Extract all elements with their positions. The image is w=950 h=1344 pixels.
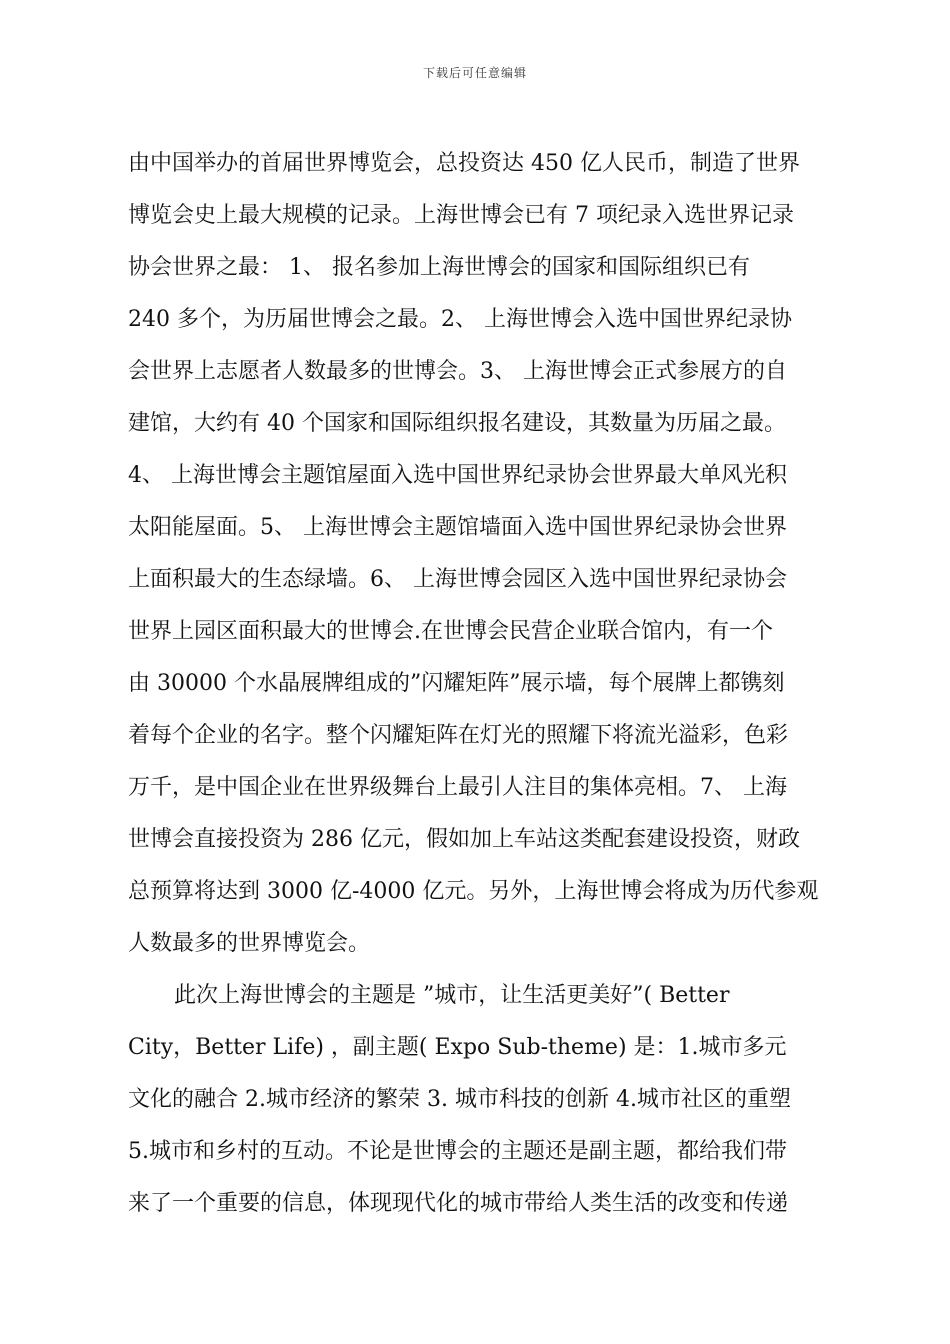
text-line: 上面积最大的生态绿墙。6、 上海世博会园区入选中国世界纪录协会 — [128, 567, 787, 592]
page-header: 下载后可任意编辑 — [422, 66, 527, 80]
text-line: 总预算将达到 3000 亿-4000 亿元。另外，上海世博会将成为历代参观 — [128, 879, 819, 904]
text-line: 着每个企业的名字。整个闪耀矩阵在灯光的照耀下将流光溢彩，色彩 — [128, 723, 789, 748]
text-line: 4、 上海世博会主题馆屋面入选中国世界纪录协会世界最大单风光积 — [128, 463, 787, 488]
text-line: 会世界上志愿者人数最多的世博会。3、 上海世博会正式参展方的自 — [128, 359, 787, 384]
text-line: 协会世界之最： 1、 报名参加上海世博会的国家和国际组织已有 — [128, 255, 750, 280]
text-line: 由 30000 个水晶展牌组成的”闪耀矩阵”展示墙，每个展牌上都镌刻 — [128, 671, 785, 696]
text-line: 5.城市和乡村的互动。不论是世博会的主题还是副主题，都给我们带 — [128, 1139, 787, 1164]
text-line: 万千，是中国企业在世界级舞台上最引人注目的集体亮相。7、 上海 — [128, 775, 787, 800]
text-line: 文化的融合 2.城市经济的繁荣 3. 城市科技的创新 4.城市社区的重塑 — [128, 1087, 791, 1112]
paragraph-start-line: 此次上海世博会的主题是 ”城市，让生活更美好”( Better — [174, 983, 730, 1008]
text-line: 来了一个重要的信息，体现现代化的城市带给人类生活的改变和传递 — [128, 1191, 789, 1216]
text-line: 世界上园区面积最大的世博会.在世博会民营企业联合馆内，有一个 — [128, 619, 773, 644]
text-line: 建馆，大约有 40 个国家和国际组织报名建设，其数量为历届之最。 — [128, 411, 786, 436]
text-line: City，Better Life) ，副主题( Expo Sub-theme) 是：1.城市多元 — [128, 1035, 787, 1060]
text-line: 人数最多的世界博览会。 — [128, 931, 371, 956]
text-line: 240 多个，为历届世博会之最。2、 上海世博会入选中国世界纪录协 — [128, 307, 792, 332]
text-line: 博览会史上最大规模的记录。上海世博会已有 7 项纪录入选世界记录 — [128, 203, 794, 228]
text-line: 世博会直接投资为 286 亿元，假如加上车站这类配套建设投资，财政 — [128, 827, 800, 852]
text-line: 由中国举办的首届世界博览会，总投资达 450 亿人民币，制造了世界 — [128, 151, 800, 176]
text-line: 太阳能屋面。5、 上海世博会主题馆墙面入选中国世界纪录协会世界 — [128, 515, 787, 540]
document-body — [128, 138, 828, 1230]
